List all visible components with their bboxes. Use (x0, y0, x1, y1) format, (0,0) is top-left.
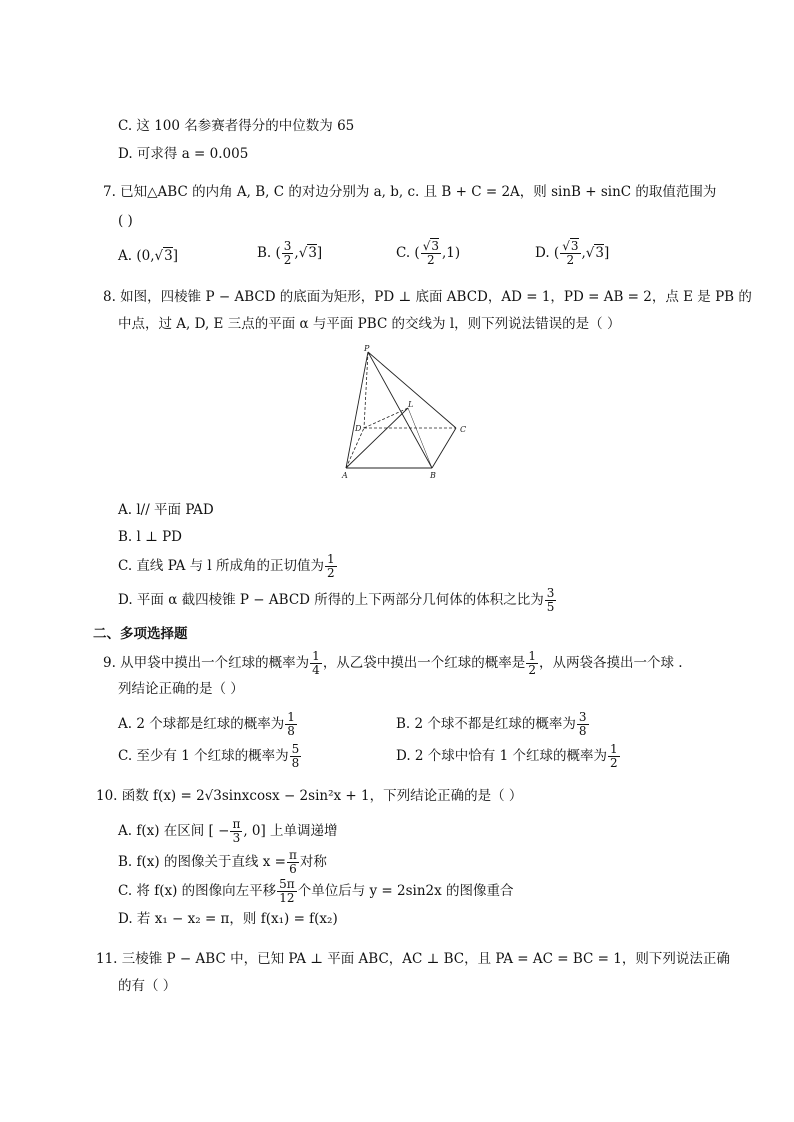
segment-LB (408, 408, 432, 468)
q7-answer-bracket: ( ) (118, 213, 133, 229)
q8-option-c: C. 直线 PA 与 l 所成角的正切值为 $\frac{1}{2}$ (118, 552, 335, 580)
label-B: B (430, 471, 436, 480)
q10-stem: 10. 函数 f(x) = 2√3sinxcosx − 2sin²x + 1，下列结论正确的是（ ） (96, 788, 523, 804)
label-C: C (460, 425, 467, 434)
edge-AD (346, 428, 364, 468)
q8-option-d: D. 平面 α 截四棱锥 P − ABCD 所得的上下两部分几何体的体积之比为 $\frac{3}{5}$ (118, 586, 555, 614)
q8-option-b: B. l ⊥ PD (118, 529, 183, 545)
q8-option-a: A. l// 平面 PAD (118, 502, 214, 518)
q8-stem-line1: 8. 如图，四棱锥 P − ABCD 的底面为矩形，PD ⊥ 底面 ABCD，AD = 1，PD = AB = 2，点 E 是 PB 的 (103, 289, 752, 305)
label-L: L (408, 400, 414, 409)
q9-option-b: B. 2 个球不都是红球的概率为 $\frac{3}{8}$ (396, 710, 587, 738)
q11-stem-line2: 的有（ ） (118, 978, 177, 994)
q9-stem-line1: 9. 从甲袋中摸出一个红球的概率为 $\frac{1}{4}$ ，从乙袋中摸出一个红球的概率是 $\frac{1}{2}$ ，从两袋各摸出一个球 . (103, 649, 683, 677)
pyramid-figure (336, 340, 476, 482)
q6-option-d: D. 可求得 a = 0.005 (118, 146, 249, 162)
edge-PC (368, 352, 456, 428)
q10-option-a: A. f(x) 在区间 [ − $\frac{\pi}{3}$ , 0] 上单调递增 (118, 817, 338, 845)
q10-option-b: B. f(x) 的图像关于直线 x = $\frac{\pi}{6}$ 对称 (118, 848, 327, 876)
q7-option-c: C. ( $\frac{√3}{2}$ ,1) (396, 239, 461, 267)
q7-stem: 7. 已知△ABC 的内角 A, B, C 的对边分别为 a, b, c. 且 B + C = 2A，则 sinB + sinC 的取值范围为 (103, 184, 717, 200)
label-D: D (355, 424, 362, 433)
q7-option-b: B. ( $\frac{3}{2}$ ,√3] (257, 239, 323, 267)
q10-option-d: D. 若 x₁ − x₂ = π，则 f(x₁) = f(x₂) (118, 911, 338, 927)
q9-stem-line2: 列结论正确的是（ ） (118, 681, 244, 697)
q7-option-d: D. ( $\frac{√3}{2}$ ,√3] (535, 239, 610, 267)
q11-stem-line1: 11. 三棱锥 P − ABC 中，已知 PA ⊥ 平面 ABC，AC ⊥ BC，且 PA = AC = BC = 1，则下列说法正确 (96, 951, 730, 967)
segment-DL (364, 408, 408, 428)
label-A: A (342, 471, 348, 480)
q10-option-c: C. 将 f(x) 的图像向左平移 $\frac{5\pi}{12}$ 个单位后与 y = 2sin2x 的图像重合 (118, 877, 514, 905)
edge-PA (346, 352, 368, 468)
q7-option-a: A. (0,√3] (118, 248, 178, 264)
section-heading-multiple-choice: 二、多项选择题 (93, 626, 188, 642)
edge-BC (432, 428, 456, 468)
edge-PB (368, 352, 432, 468)
q9-option-c: C. 至少有 1 个红球的概率为 $\frac{5}{8}$ (118, 742, 300, 770)
q9-option-d: D. 2 个球中恰有 1 个红球的概率为 $\frac{1}{2}$ (396, 742, 618, 770)
q9-option-a: A. 2 个球都是红球的概率为 $\frac{1}{8}$ (118, 710, 295, 738)
q8-stem-line2: 中点，过 A, D, E 三点的平面 α 与平面 PBC 的交线为 l，则下列说法错误的是（ ） (118, 316, 621, 332)
label-P: P (364, 344, 370, 353)
q6-option-c: C. 这 100 名参赛者得分的中位数为 65 (118, 118, 355, 134)
